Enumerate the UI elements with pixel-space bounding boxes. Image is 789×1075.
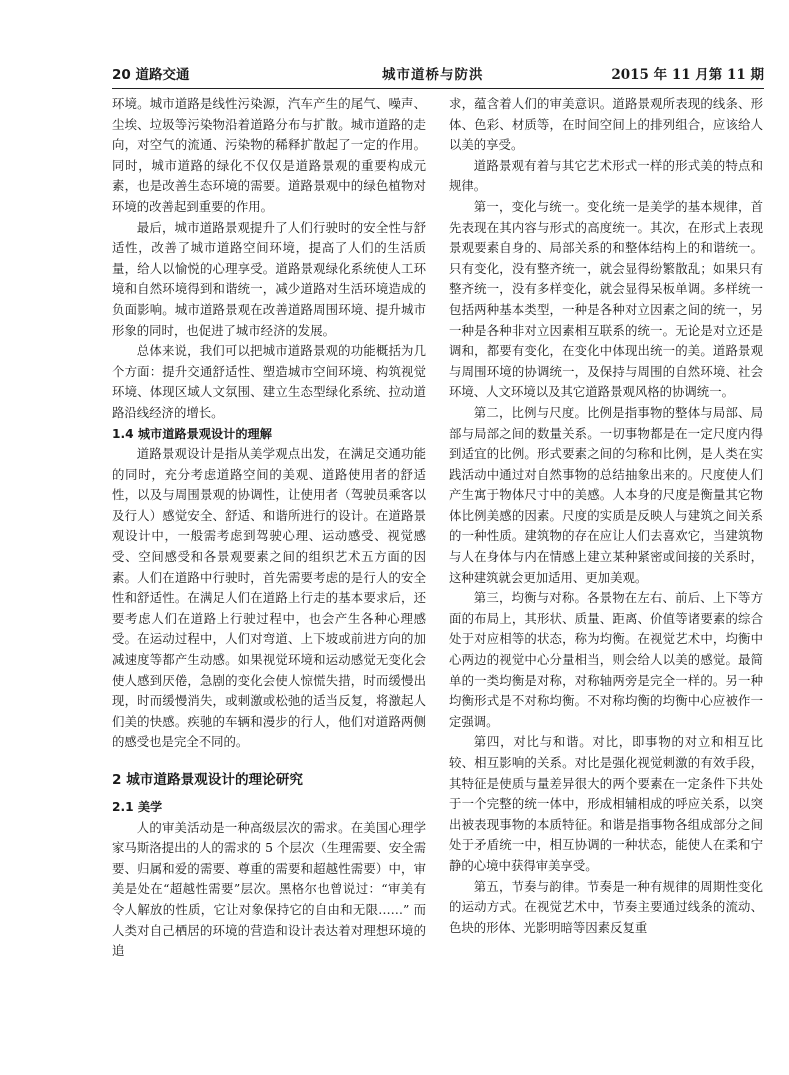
section-heading-2: 2 城市道路景观设计的理论研究 [112, 772, 303, 788]
paragraph: 人的审美活动是一种高级层次的需求。在美国心理学家马斯洛提出的人的需求的 5 个层次（生理需要、安全需要、归属和爱的需要、尊重的需要和超越性需要）中，审美是处在“超越性需要”层次。黑格尔也曾说过：“审美有令人解放的性质，它让对象保持它的自由和无限……” 而人类对自己栖居的环境的营造和设计表达着对理想环境的追 [112, 819, 426, 959]
paragraph: 总体来说，我们可以把城市道路景观的功能概括为几个方面：提升交通舒适性、塑造城市空间环境、构筑视觉环境、体现区域人文氛围、建立生态型绿化系统、拉动道路沿线经济的增长。 [112, 343, 426, 420]
page-number-section: 20 道路交通 [112, 67, 190, 83]
paragraph: 第五，节奏与韵律。节奏是一种有规律的周期性变化的运动方式。在视觉艺术中，节奏主要通过线条的流动、色块的形体、光影明暗等因素反复重 [449, 878, 763, 935]
right-column [449, 94, 763, 938]
paragraph: 第三，均衡与对称。各景物在左右、前后、上下等方面的布局上，其形状、质量、距离、价值等诸要素的综合处于对应相等的状态，称为均衡。在视觉艺术中，均衡中心两边的视觉中心分量相当，则会给人以美的感觉。最简单的一类均衡是对称，对称轴两旁是完全一样的。另一种均衡形式是不对称均衡。不对称均衡的均衡中心应被作一定强调。 [449, 590, 763, 729]
paragraph: 求，蕴含着人们的审美意识。道路景观所表现的线条、形体、色彩、材质等，在时间空间上的排列组合，应该给人以美的享受。 [449, 96, 763, 153]
left-column [112, 94, 426, 962]
paragraph: 道路景观有着与其它艺术形式一样的形式美的特点和规律。 [449, 157, 763, 194]
paragraph: 环境。城市道路是线性污染源，汽车产生的尾气、噪声、尘埃、垃圾等污染物沿着道路分布与扩散。城市道路的走向，对空气的流通、污染物的稀释扩散起了一定的作用。同时，城市道路的绿化不仅仅是道路景观的重要构成元素，也是改善生态环境的需要。道路景观中的绿色植物对环境的改善起到重要的作用。 [112, 96, 426, 214]
journal-column-title: 城市道桥与防洪 [382, 67, 484, 83]
paragraph: 第一，变化与统一。变化统一是美学的基本规律，首先表现在其内容与形式的高度统一。其次，在形式上表现景观要素自身的、局部关系的和整体结构上的和谐统一。只有变化，没有整齐统一，就会显得纷繁散乱；如果只有整齐统一，没有多样变化，就会显得呆板单调。多样统一包括两种基本类型，一种是各种对立因素之间的统一，另一种是各种非对立因素相互联系的统一。无论是对立还是调和，都要有变化，在变化中体现出统一的美。道路景观与周围环境的协调统一，及保持与周围的自然环境、社会环境、人文环境以及其它道路景观风格的协调统一。 [449, 198, 763, 400]
issue-date: 2015 年 11 月第 11 期 [611, 67, 764, 83]
paragraph: 第四，对比与和谐。对比，即事物的对立和相互比较、相互影响的关系。对比是强化视觉刺激的有效手段，其特征是使质与量差异很大的两个要素在一定条件下共处于一个完整的统一体中，形成相辅相成的呼应关系，以突出被表现事物的本质特征。和谐是指事物各组成部分之间处于矛盾统一中，相互协调的一种状态，能使人在柔和宁静的心境中获得审美享受。 [449, 734, 763, 873]
paragraph: 最后，城市道路景观提升了人们行驶时的安全性与舒适性，改善了城市道路空间环境，提高了人们的生活质量，给人以愉悦的心理享受。道路景观绿化系统使人工环境和自然环境得到和谐统一，减少道路对生活环境造成的负面影响。城市道路景观在改善道路周围环境、提升城市形象的同时，也促进了城市经济的发展。 [112, 219, 426, 338]
page-header [112, 64, 764, 86]
paragraph: 第二，比例与尺度。比例是指事物的整体与局部、局部与局部之间的数量关系。一切事物都是在一定尺度内得到适宜的比例。形式要素之间的匀称和比例，是人类在实践活动中通过对自然事物的总结抽象出来的。尺度使人们产生寓于物体尺寸中的美感。人本身的尺度是衡量其它物体比例美感的因素。尺度的实质是反映人与建筑之间关系的一种性质。建筑物的存在应让人们去喜欢它，当建筑物与人在身体与内在情感上建立某种紧密或间接的关系时，这种建筑就会更加适用、更加美观。 [449, 404, 763, 585]
header-rule [112, 88, 764, 89]
section-heading-2-1: 2.1 美学 [112, 800, 163, 814]
paragraph: 道路景观设计是指从美学观点出发，在满足交通功能的同时，充分考虑道路空间的美观、道路使用者的舒适性，以及与周围景观的协调性，让使用者（驾驶员乘客以及行人）感觉安全、舒适、和谐所进行的设计。在道路景观设计中，一般需考虑到驾驶心理、运动感受、视觉感受、空间感受和各景观要素之间的组织艺术五方面的因素。人们在道路中行驶时，首先需要考虑的是行人的安全性和舒适性。在满足人们在道路上行走的基本要求后，还要考虑人们在道路上行驶过程中，也会产生各种心理感受。在运动过程中，人们对弯道、上下坡或前进方向的加减速度等都产生动感。如果视觉环境和运动感觉无变化会使人感到厌倦，急剧的变化会使人惊慌失措，时而缓慢出现，时而缓慢消失，或刺激或松弛的适当反复，将激起人们美的快感。疾驰的车辆和漫步的行人，他们对道路两侧的感受也是完全不同的。 [112, 446, 426, 750]
section-heading-1-4: 1.4 城市道路景观设计的理解 [112, 426, 272, 441]
